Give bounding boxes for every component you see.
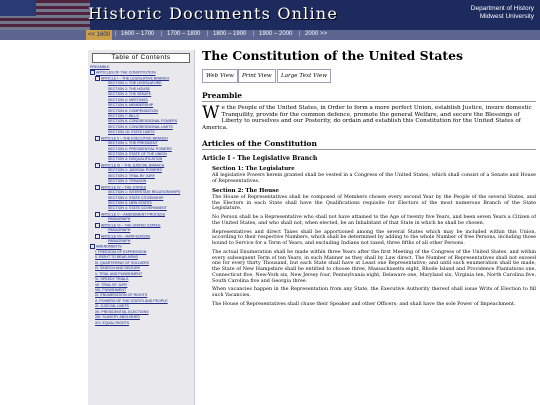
view-tabs (202, 69, 536, 83)
toc-item-label: SECTION 3: STATE OF THE UNION (108, 152, 167, 156)
toc-item-label: III. QUARTERING OF SOLDIERS (95, 260, 150, 265)
section-2-paragraph-6: The House of Representatives shall chuse their Speaker and other Officers; and shall have the sole Power of Impeachment. (212, 300, 516, 307)
toc-item-label: I. FREEDOM OF EXPRESSION (95, 249, 147, 254)
preamble-text (202, 105, 536, 131)
toc-item-label: ARTICLE IV – THE STATES (101, 185, 147, 190)
article-1-heading: Article I - The Legislative Branch (202, 155, 318, 163)
department-line-2: Midwest University (479, 13, 534, 20)
century-nav (0, 30, 540, 40)
toc-item-label: SECTION 6: COMPENSATION (108, 108, 158, 113)
expand-box-icon[interactable] (95, 234, 100, 239)
preamble-heading: Preamble (202, 91, 536, 102)
main-content (202, 44, 536, 405)
toc-item-label: IV. SEARCH AND SEIZURE (95, 266, 140, 271)
table-of-contents-sidebar (88, 50, 195, 405)
nav-separator: | (253, 31, 255, 37)
nav-item-after-2000[interactable]: 2000 >> (305, 31, 328, 37)
toc-item-label: II. RIGHT TO BEAR ARMS (95, 255, 138, 260)
preamble-body: e the People of the United States, in Order to form a more perfect Union, establish Justice, insure domestic Tranquility, provide for the common defence, promote the general Welfare, and secure the Blessings of Liberty to ourselves and our Posterity, do ordain and establish this Constitution for the United States of America. (202, 105, 532, 131)
section-2-paragraph-4: The actual Enumeration shall be made within three Years after the first Meeting of the Congress of the United States, and within every subsequent Term of ten Years, in such Manner as they shall by Law direct. The Number of Representatives shall not exceed one for every thirty Thousand, but each State shall have at Least one Representative; and until such enumeration shall be made, the State of New Hampshire shall be entitled to choose three, Massachusetts eight, Rhode Island and Providence Plantations one, Connecticut five, New-York six, New Jersey four, Pennsylvania eight, Delaware one, Maryland six, Virginia ten, North Carolina five, South Carolina five and Georgia three. (212, 248, 536, 284)
toc-item-label: VI. SPEEDY TRIALS (95, 277, 129, 282)
toc-item-label: PREAMBLE (90, 65, 110, 69)
nav-item-1600-1700[interactable]: 1600 – 1700 (121, 31, 155, 37)
nav-item-before-1600[interactable]: << 1600 (88, 32, 111, 38)
site-title[interactable]: Historic Documents Online (88, 4, 338, 23)
tab-print-view[interactable]: Print View (238, 69, 276, 83)
toc-item-label: ARTICLE VII – RATIFICATION (101, 234, 150, 239)
section-2-paragraph-2: No Person shall be a Representative who shall not have attained to the Age of twenty five Years, and been seven Years a Citizen of the United States, and who shall not, when elected, be an Inhabitant of that State in which he shall be chosen. (212, 214, 536, 226)
toc-item-label: X. POWERS OF THE STATES AND PEOPLE (95, 298, 168, 303)
section-2-paragraph-3: Representatives and direct Taxes shall be apportioned among the several States which may be included within this Union, according to their respective Numbers, which shall be determined by adding to the whole Number of free Persons, including those bound to Service for a Term of Years, and excluding Indians not taxed, three fifths of all other Persons. (212, 228, 536, 247)
toc-item-label: SECTION 10: STATE LIMITS (108, 130, 155, 135)
toc-item-label: XIII. SLAVERY ABOLISHED (95, 315, 140, 320)
expand-box-icon[interactable] (95, 163, 100, 168)
toc-item-label: ARTICLE III – THE JUDICIAL BRANCH (101, 163, 165, 168)
toc-item-label: SECTION 4: STATE GOVERNMENT (108, 206, 167, 211)
expand-box-icon[interactable] (95, 136, 100, 141)
left-margin (0, 40, 88, 405)
toc-item-label: V. TRIAL AND PUNISHMENT (95, 271, 143, 276)
toc-item-label: SECTION 2: TRIAL BY JURY (108, 173, 155, 178)
section-2-heading: Section 2: The House (212, 187, 279, 194)
toc-item-label: ARTICLES OF THE CONSTITUTION (96, 70, 156, 75)
toc-item-label: PARAGRAPH (108, 228, 131, 233)
toc-item-label: ARTICLE II – THE EXECUTIVE BRANCH (101, 136, 168, 141)
toc-item[interactable] (88, 321, 194, 326)
toc-item-label: IX. ENUMERATION OF RIGHTS (95, 293, 148, 298)
nav-separator: | (161, 31, 163, 37)
toc-item-label: SECTION 7: BILLS (108, 113, 139, 118)
site-header (0, 0, 540, 30)
toc-item-label: SECTION 3: NEW STATES (108, 200, 152, 205)
nav-separator: | (115, 31, 117, 37)
expand-box-icon[interactable] (95, 223, 100, 228)
section-2-paragraph-5: When vacancies happen in the Representation from any State, the Executive Authority thereof shall issue Writs of Election to fill such Vacancies. (212, 286, 536, 299)
toc-item-label: XI. JUDICIAL LIMITS (95, 304, 129, 309)
expand-box-icon[interactable] (90, 244, 95, 249)
toc-item-label: SECTION 2: THE HOUSE (108, 86, 150, 91)
toc-item-label: SECTION 3: THE SENATE (108, 92, 152, 97)
toc-item-label: SECTION 4: DISQUALIFICATION (108, 157, 163, 162)
toc-item-label: ARTICLE V – AMENDMENT PROCESS (101, 212, 165, 217)
toc-list (88, 65, 194, 326)
preamble-dropcap: W (202, 103, 220, 123)
expand-box-icon[interactable] (95, 212, 100, 217)
nav-item-1700-1800[interactable]: 1700 – 1800 (167, 31, 201, 37)
toc-item-label: SECTION 9: CONGRESSIONAL LIMITS (108, 124, 173, 129)
toc-item-label: SECTION 4: MEETINGS (108, 97, 148, 102)
department-label (471, 5, 534, 21)
section-1-heading: Section 1: The Legislature (212, 166, 295, 173)
toc-item-label: SECTION 2: STATE CITIZENSHIP (108, 195, 164, 200)
tab-web-view[interactable]: Web View (202, 69, 238, 83)
tab-large-text-view[interactable]: Large Text View (277, 69, 331, 83)
toc-item-label: SECTION 8: CONGRESSIONAL POWERS (108, 119, 178, 124)
nav-separator: | (207, 31, 209, 37)
flag-canton-image (0, 0, 36, 16)
expand-box-icon[interactable] (95, 76, 100, 81)
nav-item-1800-1900[interactable]: 1800 – 1900 (213, 31, 247, 37)
nav-separator: | (299, 31, 301, 37)
toc-item-label: SECTION 1: JUDICIAL POWERS (108, 168, 162, 173)
toc-title: Table of Contents (92, 53, 190, 63)
toc-item-label: SECTION 1: THE PRESIDENT (108, 141, 158, 146)
expand-box-icon[interactable] (90, 70, 95, 75)
toc-item-label: AMENDMENTS (96, 244, 122, 249)
department-line-1: Department of History (470, 5, 534, 12)
toc-item-label: VIII. PUNISHMENT (95, 287, 127, 292)
toc-item-label: PARAGRAPH (108, 239, 131, 243)
section-2-paragraph-1: The House of Representatives shall be composed of Members chosen every second Year by the People of the several States, and the Electors in each State shall have the Qualifications requisite for Electors of the most numerous Branch of the State Legislature. (212, 193, 536, 212)
page-title: The Constitution of the United States (202, 48, 463, 63)
toc-item-label: SECTION 1: INTERSTATE RELATIONSHIPS (108, 190, 181, 195)
expand-box-icon[interactable] (95, 185, 100, 190)
toc-item-label: SECTION 5: MEMBERSHIP (108, 103, 154, 108)
section-1-paragraph: All legislative Powers herein granted shall be vested in a Congress of the United States, which shall consist of a Senate and House of Representatives. (212, 172, 536, 185)
toc-item-label: XII. PRESIDENTIAL ELECTIONS (95, 309, 149, 314)
toc-item-label: XIV. EQUAL RIGHTS (95, 320, 130, 325)
toc-item-label: SECTION 3: TREASON (108, 179, 147, 184)
toc-item-label: VII. TRIAL BY JURY (95, 282, 128, 287)
toc-item-label: ARTICLE VI – THE UNITED STATES (101, 223, 161, 228)
toc-item-label: PARAGRAPH (108, 217, 131, 222)
toc-item-label: SECTION 2: PRESIDENTIAL POWERS (108, 146, 172, 151)
toc-item-label: SECTION 1: THE LEGISLATURE (108, 81, 162, 86)
nav-item-1900-2000[interactable]: 1900 – 2000 (259, 31, 293, 37)
toc-item-label: ARTICLE I – THE LEGISLATIVE BRANCH (101, 76, 170, 81)
articles-heading: Articles of the Constitution (202, 139, 536, 150)
